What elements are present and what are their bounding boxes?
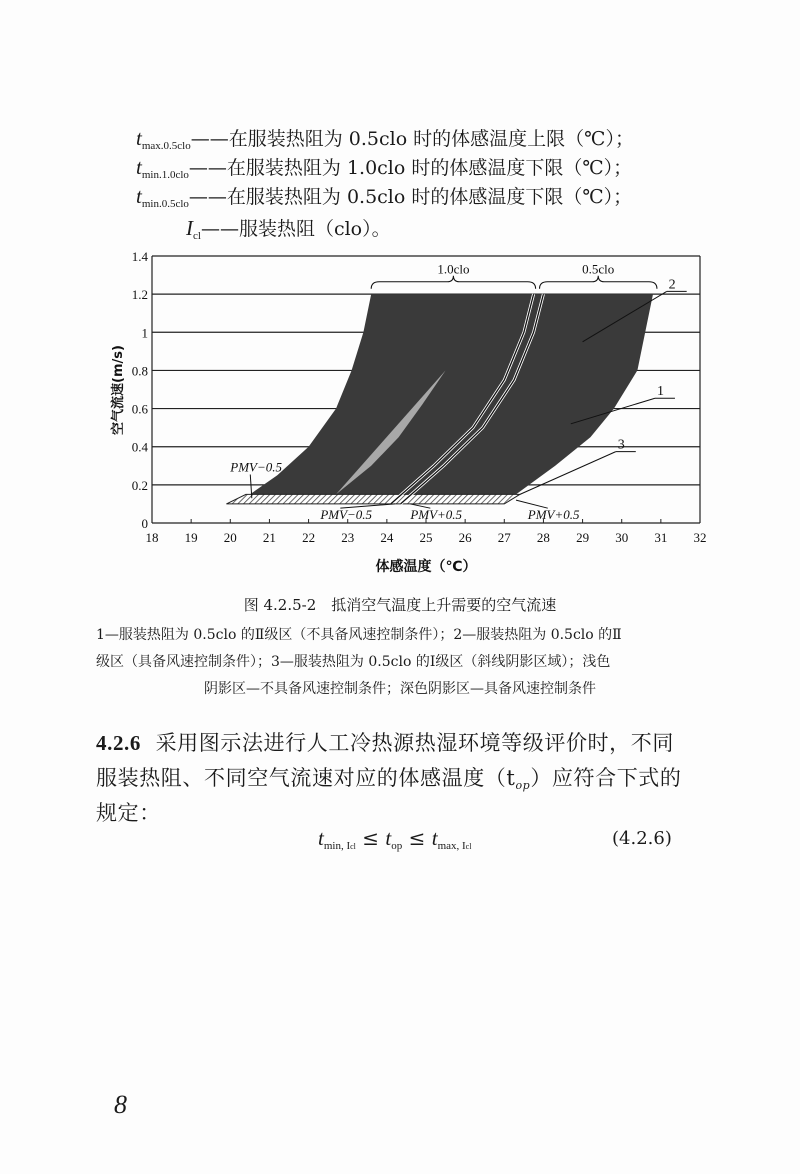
annotation-label: PMV+0.5 bbox=[527, 507, 580, 523]
x-tick-label: 26 bbox=[458, 530, 472, 545]
symbol-sub: min.0.5clo bbox=[141, 198, 189, 210]
x-tick-label: 29 bbox=[576, 530, 590, 545]
eq-sub: cl bbox=[350, 842, 356, 851]
brace bbox=[540, 276, 657, 289]
y-tick-label: 1.4 bbox=[131, 249, 148, 264]
figure-legend-line: 1—服装热阻为 0.5clo 的Ⅱ级区（不具备风速控制条件）；2—服装热阻为 0.5clo 的Ⅱ bbox=[96, 627, 622, 643]
figure-legend-line: 阴影区—不具备风速控制条件；深色阴影区—具备风速控制条件 bbox=[204, 681, 596, 697]
section-line: 规定： bbox=[96, 801, 161, 825]
figure-caption: 图 4.2.5-2 抵消空气温度上升需要的空气流速 bbox=[243, 596, 557, 614]
eq-sub: min, I bbox=[323, 840, 351, 852]
symbol-sub: op bbox=[515, 779, 531, 792]
x-axis-label: 体感温度（℃） bbox=[375, 559, 477, 575]
annotation-label: 2 bbox=[668, 277, 676, 293]
section-line bbox=[96, 762, 682, 792]
eq-sub: cl bbox=[465, 842, 472, 851]
annotation-label: PMV+0.5 bbox=[410, 507, 463, 523]
annotation-label: PMV−0.5 bbox=[230, 459, 283, 475]
dark-region-2 bbox=[250, 294, 653, 494]
section-text: ）应符合下式的 bbox=[530, 766, 682, 790]
symbol: t bbox=[136, 126, 142, 150]
symbol: I bbox=[186, 216, 193, 240]
section-number: 4.2.6 bbox=[96, 731, 141, 755]
eq-operator: ≤ bbox=[408, 826, 426, 850]
definition-text: ——在服装热阻为 1.0clo 时的体感温度下限（℃）； bbox=[188, 157, 633, 179]
eq-symbol: t bbox=[431, 826, 438, 850]
definition-text: ——服装热阻（clo）。 bbox=[200, 218, 391, 240]
eq-operator: ≤ bbox=[362, 826, 380, 850]
equation-number: (4.2.6) bbox=[612, 828, 672, 849]
y-tick-label: 0.4 bbox=[131, 439, 148, 455]
x-tick-label: 22 bbox=[302, 530, 316, 545]
x-tick-label: 25 bbox=[419, 530, 433, 545]
y-axis-label: 空气流速(m/s) bbox=[111, 345, 126, 435]
x-tick-label: 19 bbox=[184, 530, 198, 545]
x-tick-label: 31 bbox=[654, 530, 668, 545]
x-tick-label: 20 bbox=[223, 530, 237, 545]
symbol-sub: max.0.5clo bbox=[141, 140, 191, 152]
definition-text: ——在服装热阻为 0.5clo 时的体感温度上限（℃）； bbox=[190, 128, 634, 150]
y-tick-label: 0.2 bbox=[131, 477, 148, 493]
brace-label: 0.5clo bbox=[582, 261, 615, 277]
eq-sub: max, I bbox=[437, 840, 466, 852]
y-tick-label: 0.8 bbox=[131, 363, 148, 379]
definition-text: ——在服装热阻为 0.5clo 时的体感温度下限（℃）； bbox=[188, 186, 633, 208]
y-tick-label: 1.2 bbox=[131, 287, 148, 303]
y-tick-label: 0.6 bbox=[131, 401, 148, 417]
annotation-label: 1 bbox=[656, 384, 664, 400]
y-tick-label: 1 bbox=[141, 325, 148, 341]
x-tick-label: 24 bbox=[380, 530, 394, 545]
equation bbox=[318, 826, 471, 852]
section-text: 服装热阻、不同空气流速对应的体感温度（t bbox=[96, 766, 516, 790]
section-text: 采用图示法进行人工冷热源热湿环境等级评价时，不同 bbox=[155, 731, 674, 755]
symbol: t bbox=[136, 184, 142, 208]
x-tick-label: 18 bbox=[145, 530, 159, 545]
symbol: t bbox=[136, 155, 142, 179]
x-tick-label: 23 bbox=[341, 530, 355, 545]
eq-symbol: t bbox=[385, 826, 392, 850]
x-tick-label: 30 bbox=[615, 530, 629, 545]
brace-label: 1.0clo bbox=[437, 261, 470, 277]
section-line bbox=[96, 727, 674, 757]
eq-symbol: t bbox=[318, 826, 324, 850]
x-tick-label: 28 bbox=[536, 530, 550, 545]
page-number: 8 bbox=[114, 1090, 127, 1119]
x-tick-label: 32 bbox=[693, 530, 707, 545]
brace bbox=[371, 276, 535, 289]
x-tick-label: 21 bbox=[262, 530, 276, 545]
figure-legend-line: 级区（具备风速控制条件）；3—服装热阻为 0.5clo 的Ⅰ级区（斜线阴影区域）；浅色 bbox=[96, 654, 611, 670]
symbol-sub: cl bbox=[193, 230, 201, 242]
eq-sub: op bbox=[391, 840, 403, 852]
hatched-region-3 bbox=[226, 494, 520, 504]
symbol-sub: min.1.0clo bbox=[141, 169, 189, 181]
y-tick-label: 0 bbox=[141, 516, 148, 531]
annotation-label: 3 bbox=[617, 437, 625, 453]
x-tick-label: 27 bbox=[497, 530, 511, 545]
annotation-label: PMV−0.5 bbox=[320, 507, 373, 523]
